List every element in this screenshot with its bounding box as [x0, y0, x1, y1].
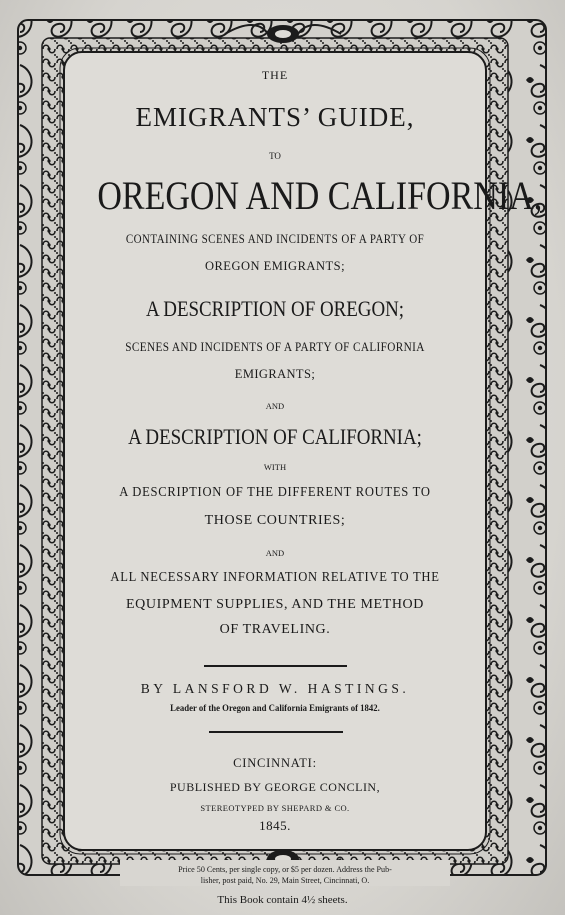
conjunction-and-1: AND: [265, 401, 285, 411]
imprint-year: 1845.: [259, 818, 291, 833]
sheets-note: This Book contain 4½ sheets.: [217, 894, 348, 906]
price-line-2: lisher, post paid, No. 29, Main Street, Cincinnati, O.: [200, 875, 370, 885]
price-line-1: Price 50 Cents, per single copy, or $5 per dozen. Address the Pub-: [178, 864, 392, 874]
conjunction-and-2: AND: [265, 548, 285, 558]
information-line-2: EQUIPMENT SUPPLIES, AND THE METHOD: [126, 597, 424, 612]
title-panel: [66, 54, 543, 848]
description-of-oregon: A DESCRIPTION OF OREGON;: [145, 296, 405, 321]
price-notice: [133, 864, 437, 886]
scenes-line-2: EMIGRANTS;: [234, 367, 316, 381]
subtitle-containing-line-1: CONTAINING SCENES AND INCIDENTS OF A PARTY OF: [125, 232, 425, 246]
imprint-stereotyper: STEREOTYPED BY SHEPARD & CO.: [200, 803, 350, 813]
divider-rule-bottom: [209, 731, 343, 733]
divider-rule-top: [204, 665, 347, 667]
scenes-line-1: SCENES AND INCIDENTS OF A PARTY OF CALIFORNIA: [125, 340, 425, 354]
title-oregon-california: OREGON AND CALIFORNIA,: [97, 173, 543, 218]
conjunction-with: WITH: [263, 462, 287, 472]
routes-line-2: THOSE COUNTRIES;: [204, 513, 346, 528]
title-to: TO: [269, 151, 281, 161]
subtitle-containing-line-2: OREGON EMIGRANTS;: [204, 259, 346, 273]
information-line-1: ALL NECESSARY INFORMATION RELATIVE TO THE: [110, 570, 440, 585]
imprint-publisher: PUBLISHED BY GEORGE CONCLIN,: [169, 780, 381, 794]
description-of-california: A DESCRIPTION OF CALIFORNIA;: [128, 424, 422, 449]
author-role: Leader of the Oregon and California Emigrants of 1842.: [170, 704, 380, 714]
title-the: THE: [261, 68, 289, 82]
routes-line-1: A DESCRIPTION OF THE DIFFERENT ROUTES TO: [119, 485, 431, 500]
author-byline: BY LANSFORD W. HASTINGS.: [140, 681, 410, 696]
information-line-3: OF TRAVELING.: [219, 622, 331, 637]
title-emigrants-guide: EMIGRANTS’ GUIDE,: [135, 102, 415, 132]
imprint-city: CINCINNATI:: [233, 756, 317, 770]
